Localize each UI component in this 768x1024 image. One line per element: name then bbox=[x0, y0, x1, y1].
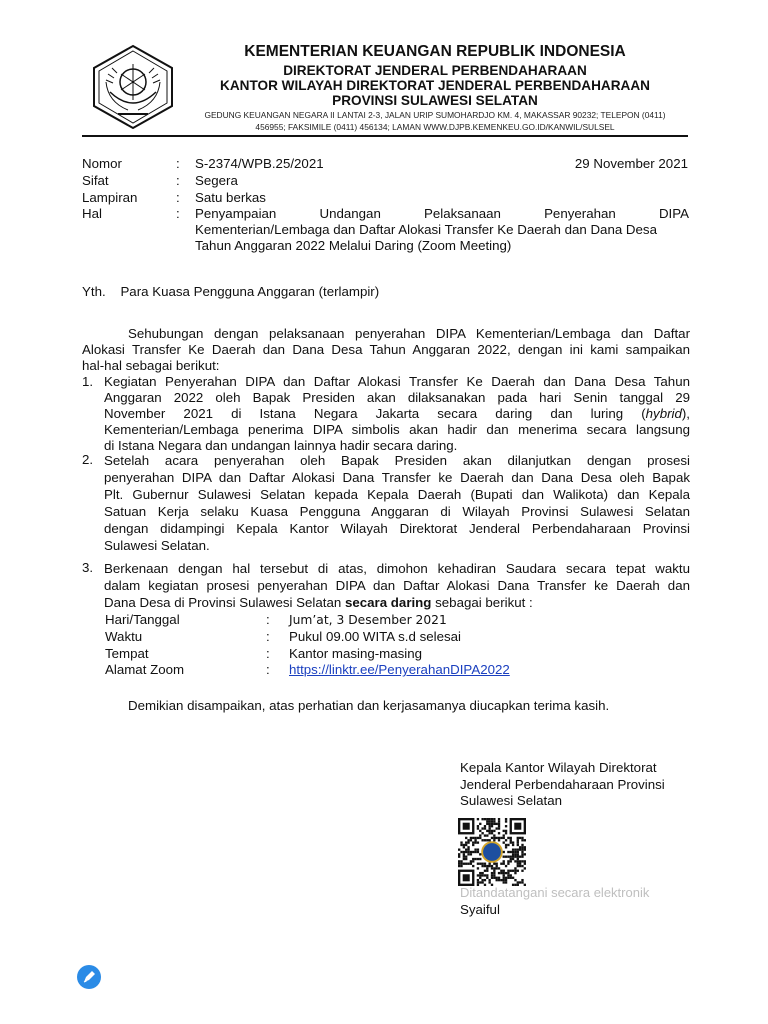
edit-pen-icon[interactable] bbox=[77, 965, 101, 989]
list-item-line: Sulawesi Selatan. bbox=[104, 538, 210, 553]
list-item-line: Anggaran 2022 oleh Bapak Presiden akan dilaksanakan pada hari Senin tanggal 29 bbox=[104, 390, 690, 405]
list-item-line: dalam kegiatan prosesi penyerahan DIPA dan Daftar Alokasi Dana Transfer ke Daerah dan bbox=[104, 578, 690, 593]
schedule-label: Alamat Zoom bbox=[105, 662, 185, 677]
esign-note: Ditandatangani secara elektronik bbox=[460, 885, 650, 900]
intro-line-3: hal-hal sebagai berikut: bbox=[82, 358, 220, 373]
list-item-line: Dana Desa di Provinsi Sulawesi Selatan secara daring sebagai berikut : bbox=[104, 595, 533, 610]
schedule-colon: : bbox=[266, 629, 270, 644]
sifat-colon: : bbox=[176, 173, 180, 188]
signatory-title-line-3: Sulawesi Selatan bbox=[460, 793, 563, 808]
schedule-label: Hari/Tanggal bbox=[105, 612, 180, 627]
item-3-text bbox=[104, 560, 690, 611]
nomor-label: Nomor bbox=[82, 156, 122, 171]
zoom-link[interactable]: https://linktr.ee/PenyerahanDIPA2022 bbox=[289, 662, 510, 677]
recipient bbox=[82, 284, 379, 300]
item-1-number: 1. bbox=[82, 374, 94, 389]
lampiran-label: Lampiran bbox=[82, 190, 138, 205]
office-heading: KANTOR WILAYAH DIREKTORAT JENDERAL PERBENDAHARAAN bbox=[220, 78, 650, 93]
schedule-label: Tempat bbox=[105, 646, 149, 661]
lampiran-colon: : bbox=[176, 190, 180, 205]
hal-line-1: Penyampaian Undangan Pelaksanaan Penyerahan DIPA bbox=[195, 206, 689, 221]
schedule-colon: : bbox=[266, 646, 270, 661]
hal-line-3: Tahun Anggaran 2022 Melalui Daring (Zoom Meeting) bbox=[195, 238, 512, 253]
item-2-text bbox=[104, 452, 690, 554]
province-heading: PROVINSI SULAWESI SELATAN bbox=[332, 93, 538, 108]
hal-colon: : bbox=[176, 206, 180, 221]
sifat-value: Segera bbox=[195, 173, 238, 188]
list-item-line: Kementerian/Lembaga penerima DIPA simbolis akan hadir dan menerima secara langsung bbox=[104, 422, 690, 437]
closing-sentence: Demikian disampaikan, atas perhatian dan kerjasamanya diucapkan terima kasih. bbox=[128, 698, 610, 713]
list-item-line: Satuan Kerja selaku Kuasa Pengguna Anggaran di Wilayah Provinsi Sulawesi Selatan bbox=[104, 504, 690, 519]
recipient-name: Para Kuasa Pengguna Anggaran (terlampir) bbox=[120, 284, 380, 299]
list-item-line: dengan didampingi Kepala Kantor Wilayah Direktorat Jenderal Perbendaharaan Provinsi bbox=[104, 521, 690, 536]
lampiran-value: Satu berkas bbox=[195, 190, 266, 205]
hal-line-2: Kementerian/Lembaga dan Daftar Alokasi Transfer Ke Daerah dan Dana Desa bbox=[195, 222, 657, 237]
nomor-colon: : bbox=[176, 156, 180, 171]
header-divider bbox=[82, 135, 688, 137]
list-item-line: di Istana Negara dan undangan lainnya hadir secara daring. bbox=[104, 438, 458, 453]
address-line-1: GEDUNG KEUANGAN NEGARA II LANTAI 2-3, JALAN URIP SUMOHARDJO KM. 4, MAKASSAR 90232; TELEPON (0411) bbox=[204, 110, 666, 120]
nomor-value: S-2374/WPB.25/2021 bbox=[195, 156, 324, 171]
list-item-line: penyerahan DIPA dan Daftar Alokasi Dana Transfer ke Daerah dan Dana Desa oleh Bapak bbox=[104, 470, 690, 485]
schedule-colon: : bbox=[266, 662, 270, 677]
hal-subject bbox=[195, 206, 689, 254]
intro-line-2: Alokasi Transfer Ke Daerah dan Dana Desa Tahun Anggaran 2022, dengan ini kami sampaikan bbox=[82, 342, 690, 357]
intro-line-1: Sehubungan dengan pelaksanaan penyerahan DIPA Kementerian/Lembaga dan Daftar bbox=[128, 326, 690, 341]
signatory-name: Syaiful bbox=[460, 902, 500, 917]
ministry-heading: KEMENTERIAN KEUANGAN REPUBLIK INDONESIA bbox=[244, 43, 626, 60]
list-item-line: Berkenaan dengan hal tersebut di atas, dimohon kehadiran Saudara secara tepat waktu bbox=[104, 561, 690, 576]
schedule-time-value: Pukul 09.00 WITA s.d selesai bbox=[289, 629, 461, 644]
item-2-number: 2. bbox=[82, 452, 94, 467]
item-1-text bbox=[104, 374, 690, 454]
list-item-line: Kegiatan Penyerahan DIPA dan Daftar Alokasi Transfer Ke Daerah dan Dana Desa Tahun bbox=[104, 374, 690, 389]
schedule-place-value: Kantor masing-masing bbox=[289, 646, 423, 661]
directorate-heading: DIREKTORAT JENDERAL PERBENDAHARAAN bbox=[283, 63, 587, 78]
list-item-line: Plt. Gubernur Sulawesi Selatan kepada Kepala Daerah (Bupati dan Walikota) dan Kepala bbox=[104, 487, 690, 502]
hal-label: Hal bbox=[82, 206, 102, 221]
list-item-line: Setelah acara penyerahan oleh Bapak Presiden akan dilanjutkan dengan prosesi bbox=[104, 453, 690, 468]
schedule-date-value: Jum’at, 3 Desember 2021 bbox=[289, 613, 447, 627]
letter-date: 29 November 2021 bbox=[574, 156, 688, 171]
item-3-number: 3. bbox=[82, 560, 94, 575]
signatory-title-line-1: Kepala Kantor Wilayah Direktorat bbox=[460, 760, 657, 775]
intro-paragraph bbox=[82, 326, 690, 374]
recipient-prefix: Yth. bbox=[82, 284, 106, 299]
office-address bbox=[185, 109, 685, 133]
ministry-emblem-logo bbox=[88, 42, 178, 132]
address-line-2: 456955; FAKSIMILE (0411) 456134; LAMAN WWW.DJPB.KEMENKEU.GO.ID/KANWIL/SULSEL bbox=[255, 122, 615, 132]
schedule-colon: : bbox=[266, 612, 270, 627]
schedule-label: Waktu bbox=[105, 629, 143, 644]
list-item-line: November 2021 di Istana Negara Jakarta secara daring dan luring (hybrid), bbox=[104, 406, 690, 421]
sifat-label: Sifat bbox=[82, 173, 109, 188]
qr-code-icon bbox=[458, 818, 526, 886]
pen-glyph-icon bbox=[77, 965, 101, 989]
signatory-title-line-2: Jenderal Perbendaharaan Provinsi bbox=[460, 777, 665, 792]
